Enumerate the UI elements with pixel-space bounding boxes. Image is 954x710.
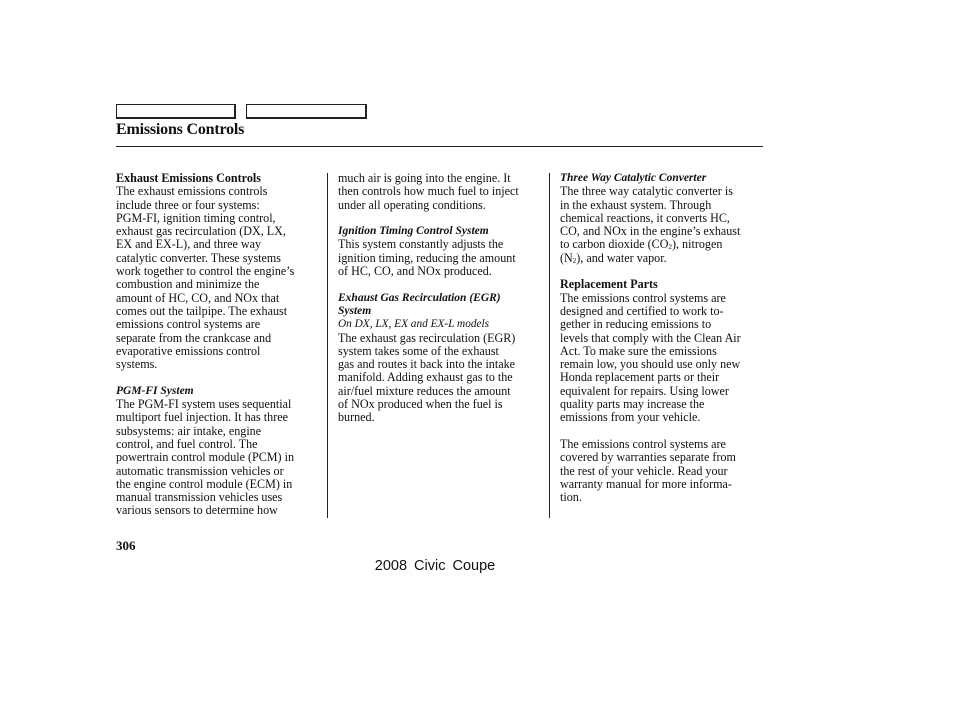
paragraph-line: multiport fuel injection. It has three	[116, 410, 288, 425]
paragraph-line: of HC, CO, and NOx produced.	[338, 264, 492, 279]
model-note: On DX, LX, EX and EX-L models	[338, 318, 490, 331]
paragraph-line: ignition timing, reducing the amount	[338, 250, 516, 265]
paragraph-line: The emissions control systems are	[560, 290, 726, 305]
paragraph-line: the engine control module (ECM) in	[116, 476, 293, 491]
paragraph-line: subsystems: air intake, engine	[116, 423, 262, 438]
column-divider-1	[327, 173, 328, 518]
paragraph-line: work together to control the engine’s	[116, 264, 295, 279]
paragraph-line: remain low, you should use only new	[560, 357, 741, 372]
paragraph-line: equivalent for repairs. Using lower	[560, 383, 729, 398]
paragraph	[116, 398, 324, 518]
paragraph-line: automatic transmission vehicles or	[116, 463, 284, 478]
paragraph-line: comes out the tailpipe. The exhaust	[116, 303, 288, 318]
column-divider-2	[549, 173, 550, 518]
subsection-heading: Ignition Timing Control System	[338, 225, 489, 238]
header-tab-box-left	[116, 104, 236, 119]
paragraph-line: PGM-FI, ignition timing control,	[116, 210, 276, 225]
paragraph-line: manual transmission vehicles uses	[116, 490, 283, 505]
paragraph-line: combustion and minimize the	[116, 277, 260, 292]
paragraph-line: control, and fuel control. The	[116, 436, 258, 451]
paragraph-line: system takes some of the exhaust	[338, 343, 499, 358]
paragraph-line: to carbon dioxide $(CO_2)$, nitrogen	[560, 237, 723, 252]
paragraph-line: air/fuel mixture reduces the amount	[338, 383, 511, 398]
paragraph-line: separate from the crankcase and	[116, 330, 272, 345]
paragraph-line: The three way catalytic converter is	[560, 184, 733, 199]
paragraph-line: in the exhaust system. Through	[560, 197, 712, 212]
paragraph-line: amount of HC, CO, and NOx that	[116, 290, 280, 305]
header-rule	[116, 146, 763, 147]
paragraph	[116, 185, 324, 371]
subsection-heading: Exhaust Gas Recirculation (EGR)	[338, 291, 501, 304]
paragraph-line: manifold. Adding exhaust gas to the	[338, 370, 513, 385]
paragraph-line: various sensors to determine how	[116, 503, 278, 518]
paragraph-line: Honda replacement parts or their	[560, 370, 720, 385]
subsection-heading: PGM-FI System	[116, 384, 194, 397]
paragraph-line: designed and certified to work to-	[560, 303, 724, 318]
paragraph-line: gas and routes it back into the intake	[338, 357, 515, 372]
paragraph-line: burned.	[338, 410, 375, 425]
paragraph-line: then controls how much fuel to inject	[338, 184, 519, 199]
subsection-heading-cont: System	[338, 304, 372, 317]
paragraph-line: The emissions control systems are	[560, 436, 726, 451]
paragraph-line: chemical reactions, it converts HC,	[560, 210, 730, 225]
section-heading: Exhaust Emissions Controls	[116, 171, 261, 185]
paragraph	[560, 292, 764, 425]
paragraph	[338, 172, 546, 212]
paragraph	[338, 238, 546, 278]
paragraph-line: covered by warranties separate from	[560, 450, 736, 465]
paragraph-line: EX and EX-L), and three way	[116, 237, 262, 252]
paragraph-line: emissions from your vehicle.	[560, 410, 701, 425]
column-3	[560, 172, 764, 504]
column-1	[116, 172, 324, 518]
paragraph-line: tion.	[560, 490, 582, 505]
paragraph-line: This system constantly adjusts the	[338, 237, 504, 252]
paragraph	[338, 332, 546, 425]
paragraph-line: systems.	[116, 357, 158, 372]
paragraph-line: warranty manual for more informa-	[560, 476, 732, 491]
page-title: Emissions Controls	[116, 121, 245, 138]
paragraph-line: Act. To make sure the emissions	[560, 343, 717, 358]
paragraph-line: of NOx produced when the fuel is	[338, 397, 503, 412]
paragraph-line: include three or four systems:	[116, 197, 260, 212]
page-number: 306	[116, 538, 136, 553]
paragraph-line: quality parts may increase the	[560, 397, 705, 412]
paragraph-line: The exhaust gas recirculation (EGR)	[338, 330, 516, 345]
footer-model: 2008 Civic Coupe	[374, 558, 496, 574]
paragraph-line: catalytic converter. These systems	[116, 250, 282, 265]
paragraph-line: emissions control systems are	[116, 317, 261, 332]
paragraph-line: much air is going into the engine. It	[338, 171, 511, 185]
paragraph-line: under all operating conditions.	[338, 197, 486, 212]
paragraph-line: The exhaust emissions controls	[116, 184, 268, 199]
paragraph-line: The PGM-FI system uses sequential	[116, 397, 292, 412]
paragraph-line: $(N_2)$, and water vapor.	[560, 250, 667, 265]
column-2	[338, 172, 546, 425]
paragraph-line: levels that comply with the Clean Air	[560, 330, 741, 345]
subsection-heading: Three Way Catalytic Converter	[560, 172, 707, 184]
paragraph-line: CO, and NOx in the engine’s exhaust	[560, 224, 741, 239]
paragraph-line: exhaust gas recirculation (DX, LX,	[116, 224, 286, 239]
paragraph-line: evaporative emissions control	[116, 343, 261, 358]
header-tab-box-right	[246, 104, 367, 119]
paragraph-line: gether in reducing emissions to	[560, 317, 712, 332]
paragraph	[560, 185, 764, 238]
paragraph-line: powertrain control module (PCM) in	[116, 450, 295, 465]
paragraph	[560, 438, 764, 504]
paragraph-line: the rest of your vehicle. Read your	[560, 463, 728, 478]
section-heading: Replacement Parts	[560, 277, 658, 292]
